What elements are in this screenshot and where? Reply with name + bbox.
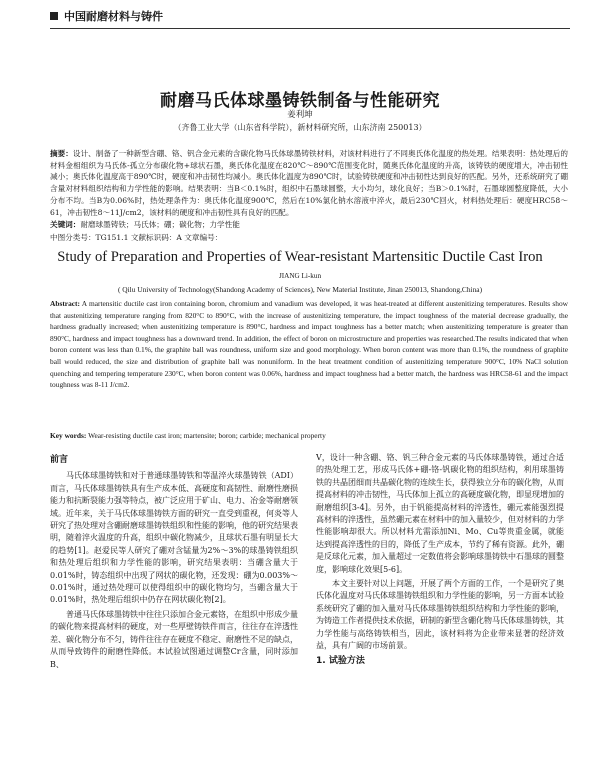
affiliation-en: ( Qilu University of Technology(Shandong Academy of Sciences), New Material Institute, Jinan 250013, Shandong,China)	[117, 285, 483, 294]
journal-name: 中国耐磨材料与铸件	[64, 10, 163, 23]
body-column-left	[50, 452, 298, 748]
keywords-cn-text: 耐磨球墨铸铁；马氏体；硼；碳化物；力学性能	[80, 220, 240, 229]
keywords-en-text: Wear-resisting ductile cast iron; martensite; boron; carbide; mechanical property	[88, 431, 326, 440]
title-cn: 耐磨马氏体球墨铸铁制备与性能研究	[160, 91, 440, 111]
keywords-en	[50, 430, 568, 442]
intro-paragraph: 普通马氏体球墨铸铁中往往只添加合金元素铬，在组织中形成少量的碳化物来提高材料的硬度，对一些厚壁铸铁件而言，往往存在淬透性差、碳化物分布不匀，铸件往往存在硬度不稳定、耐磨性不足的缺点，从而导致铸件的耐磨性降低。本试验试图通过调整Cr含量，同时添加B、	[50, 609, 298, 669]
classification-cn: 中图分类号：TG151.1 文献标识码：A 文章编号：	[50, 233, 223, 242]
abstract-en	[50, 298, 568, 426]
section-title-method: 1. 试验方法	[316, 655, 365, 666]
intro-paragraph: 本文主要针对以上问题，开展了两个方面的工作，一个是研究了奥氏体化温度对马氏体球墨铸铁组织和力学性能的影响，另一方面本试验系统研究了硼的加入量对马氏体球墨铸铁组织结构和力学性能的影响，为铸造工作者提供技术依据，研制的新型含硼化物马氏体球墨铸铁，其力学性能与高络铸铁相当，因此，该材料将为企业带来显著的经济效益，具有广阔的市场前景。	[316, 579, 564, 651]
abstract-cn	[50, 148, 568, 218]
abstract-en-text: A martensitic ductile cast iron containing boron, chromium and vanadium was developed, it was heat-treated at different austenitizing temperatures. Results show that austenitizing temperature ranging from 820°C to 890°C, with the increase of austenitizing temperature, the impact toughness of the material decrease gradually, the hardness gradually increased; when austenitizing temperature is 890°C, hardness and impact toughness has a better match; when austenitizing temperature is greater than 890°C, hardness and impact toughness has a downward trend. In addition, the effect of boron on microstructure and properties was researched.The results indicated that when boron content was less than 0.1%, the graphite ball was roundness, uniform size and good morphology. When boron content was more than 0.1%, the roundness of graphite ball would reduced, the size and distribution of graphite ball was nonuniform. In the heat treatment condition of austenitizing temperature 900°C, 10% NaCl solution quenching and tempering temperature 230°C, when boron content was 0.06%, hardness and impact toughness had a better match, the hardness was HRC58-61 and the impact toughness was 8-11 J/cm2.	[50, 299, 568, 390]
abstract-cn-label: 摘要：	[50, 149, 73, 158]
header-square-icon	[50, 12, 58, 20]
intro-paragraph: V，设计一种含硼、铬、钒三种合金元素的马氏体球墨铸铁，通过合适的热处理工艺，形成马氏体+硼-铬-钒碳化物的组织结构，利用球墨铸铁的共晶团细而共晶碳化物的连续生长，获得独立分布的碳化物，从而提高材料的冲击韧性，马氏体加上孤立的高硬度碳化物，即显现增加的耐磨组织[3-4]。另外，由于钒能提高材料的淬透性，硼元素能强烈提高材料的淬透性，虽然硼元素在材料中的加入量较少，但对材料的力学性能影响却很大。所以材料尤需添加Ni、Mo、Cu等贵重金属，就能达到提高淬透性的目的，降低了生产成本，节约了稀有资源。此外，硼是反球化元素，加入量超过一定数值将会影响球墨铸铁中石墨球的圆整度，影响球化效果[5-6]。	[316, 453, 564, 574]
keywords-cn-label: 关键词：	[50, 220, 81, 229]
section-title-intro: 前言	[50, 455, 69, 465]
author-cn: 姜利坤	[287, 110, 313, 120]
author-en: JIANG Li-kun	[278, 272, 322, 280]
intro-paragraph: 马氏体球墨铸铁和对于普通球墨铸铁和等温淬火球墨铸铁（ADI）而言，马氏体球墨铸铁具有生产成本低、高硬度和高韧性、耐磨性磨损能力和抗断裂能力强等特点，被广泛应用于矿山、电力、冶金等耐磨领域。近年来，关于马氏体球墨铸铁方面的研究一直受到重视，何炎等人研究了热处理对含硼耐磨球墨铸铁组织和性能的影响，他的研究结果表明，随着淬火温度的升高，组织中碳化物减少，且球状石墨有明显长大的趋势[1]。赵爱民等人研究了硼对含锰量为2%～3%的球墨铸铁组织和热处理后组织和力学性能的影响，研究结果表明：当硼含量大于0.01%时，铸态组织中出现了网状的碳化物，还发现：硼为0.003%～0.01%时，通过热处理可以使得组织中的碳化物均匀，当硼含量大于0.01%时，热处理后组织中仍存在网状碳化物[2]。	[50, 471, 298, 605]
keywords-en-label: Key words:	[50, 431, 87, 440]
journal-header	[50, 8, 570, 29]
keywords-cn	[50, 219, 568, 231]
abstract-en-label: Abstract:	[50, 299, 80, 308]
abstract-cn-text: 设计、制备了一种新型含硼、铬、钒合金元素的含碳化物马氏体球墨铸铁材料，对该材料进行了不同奥氏体化温度的热处理。结果表明：热处理后的材料金相组织为马氏体-孤立分布碳化物+球状石墨，奥氏体化温度在820℃～890℃范围变化时，随奥氏体化温度的升高，该铸铁的硬度增大，冲击韧性减小；奥氏体化温度高于890℃时，硬度和冲击韧性均减小。奥氏体化温度为890℃时，试验铸铁硬度和冲击韧性达到良好的匹配。另外，还系统研究了硼含量对材料组织结构和力学性能的影响。结果表明：当B＜0.1%时，组织中石墨球圆整，大小均匀，球化良好；当B＞0.1%时，石墨球圆整度降低，大小分布不均。当B为0.06%时，热处理条件为：奥氏体化温度900℃，然后在10%氯化钠水溶液中淬火，最后230℃回火，材料热处理后：硬度HRC58～61，冲击韧性8～11J/cm2，该材料的硬度和冲击韧性具有良好的匹配。	[50, 149, 568, 217]
body-column-right	[316, 452, 564, 748]
title-en: Study of Preparation and Properties of Wear-resistant Martensitic Ductile Cast Iron	[57, 249, 543, 265]
affiliation-cn: （齐鲁工业大学（山东省科学院），新材料研究所，山东济南 250013）	[173, 123, 427, 132]
